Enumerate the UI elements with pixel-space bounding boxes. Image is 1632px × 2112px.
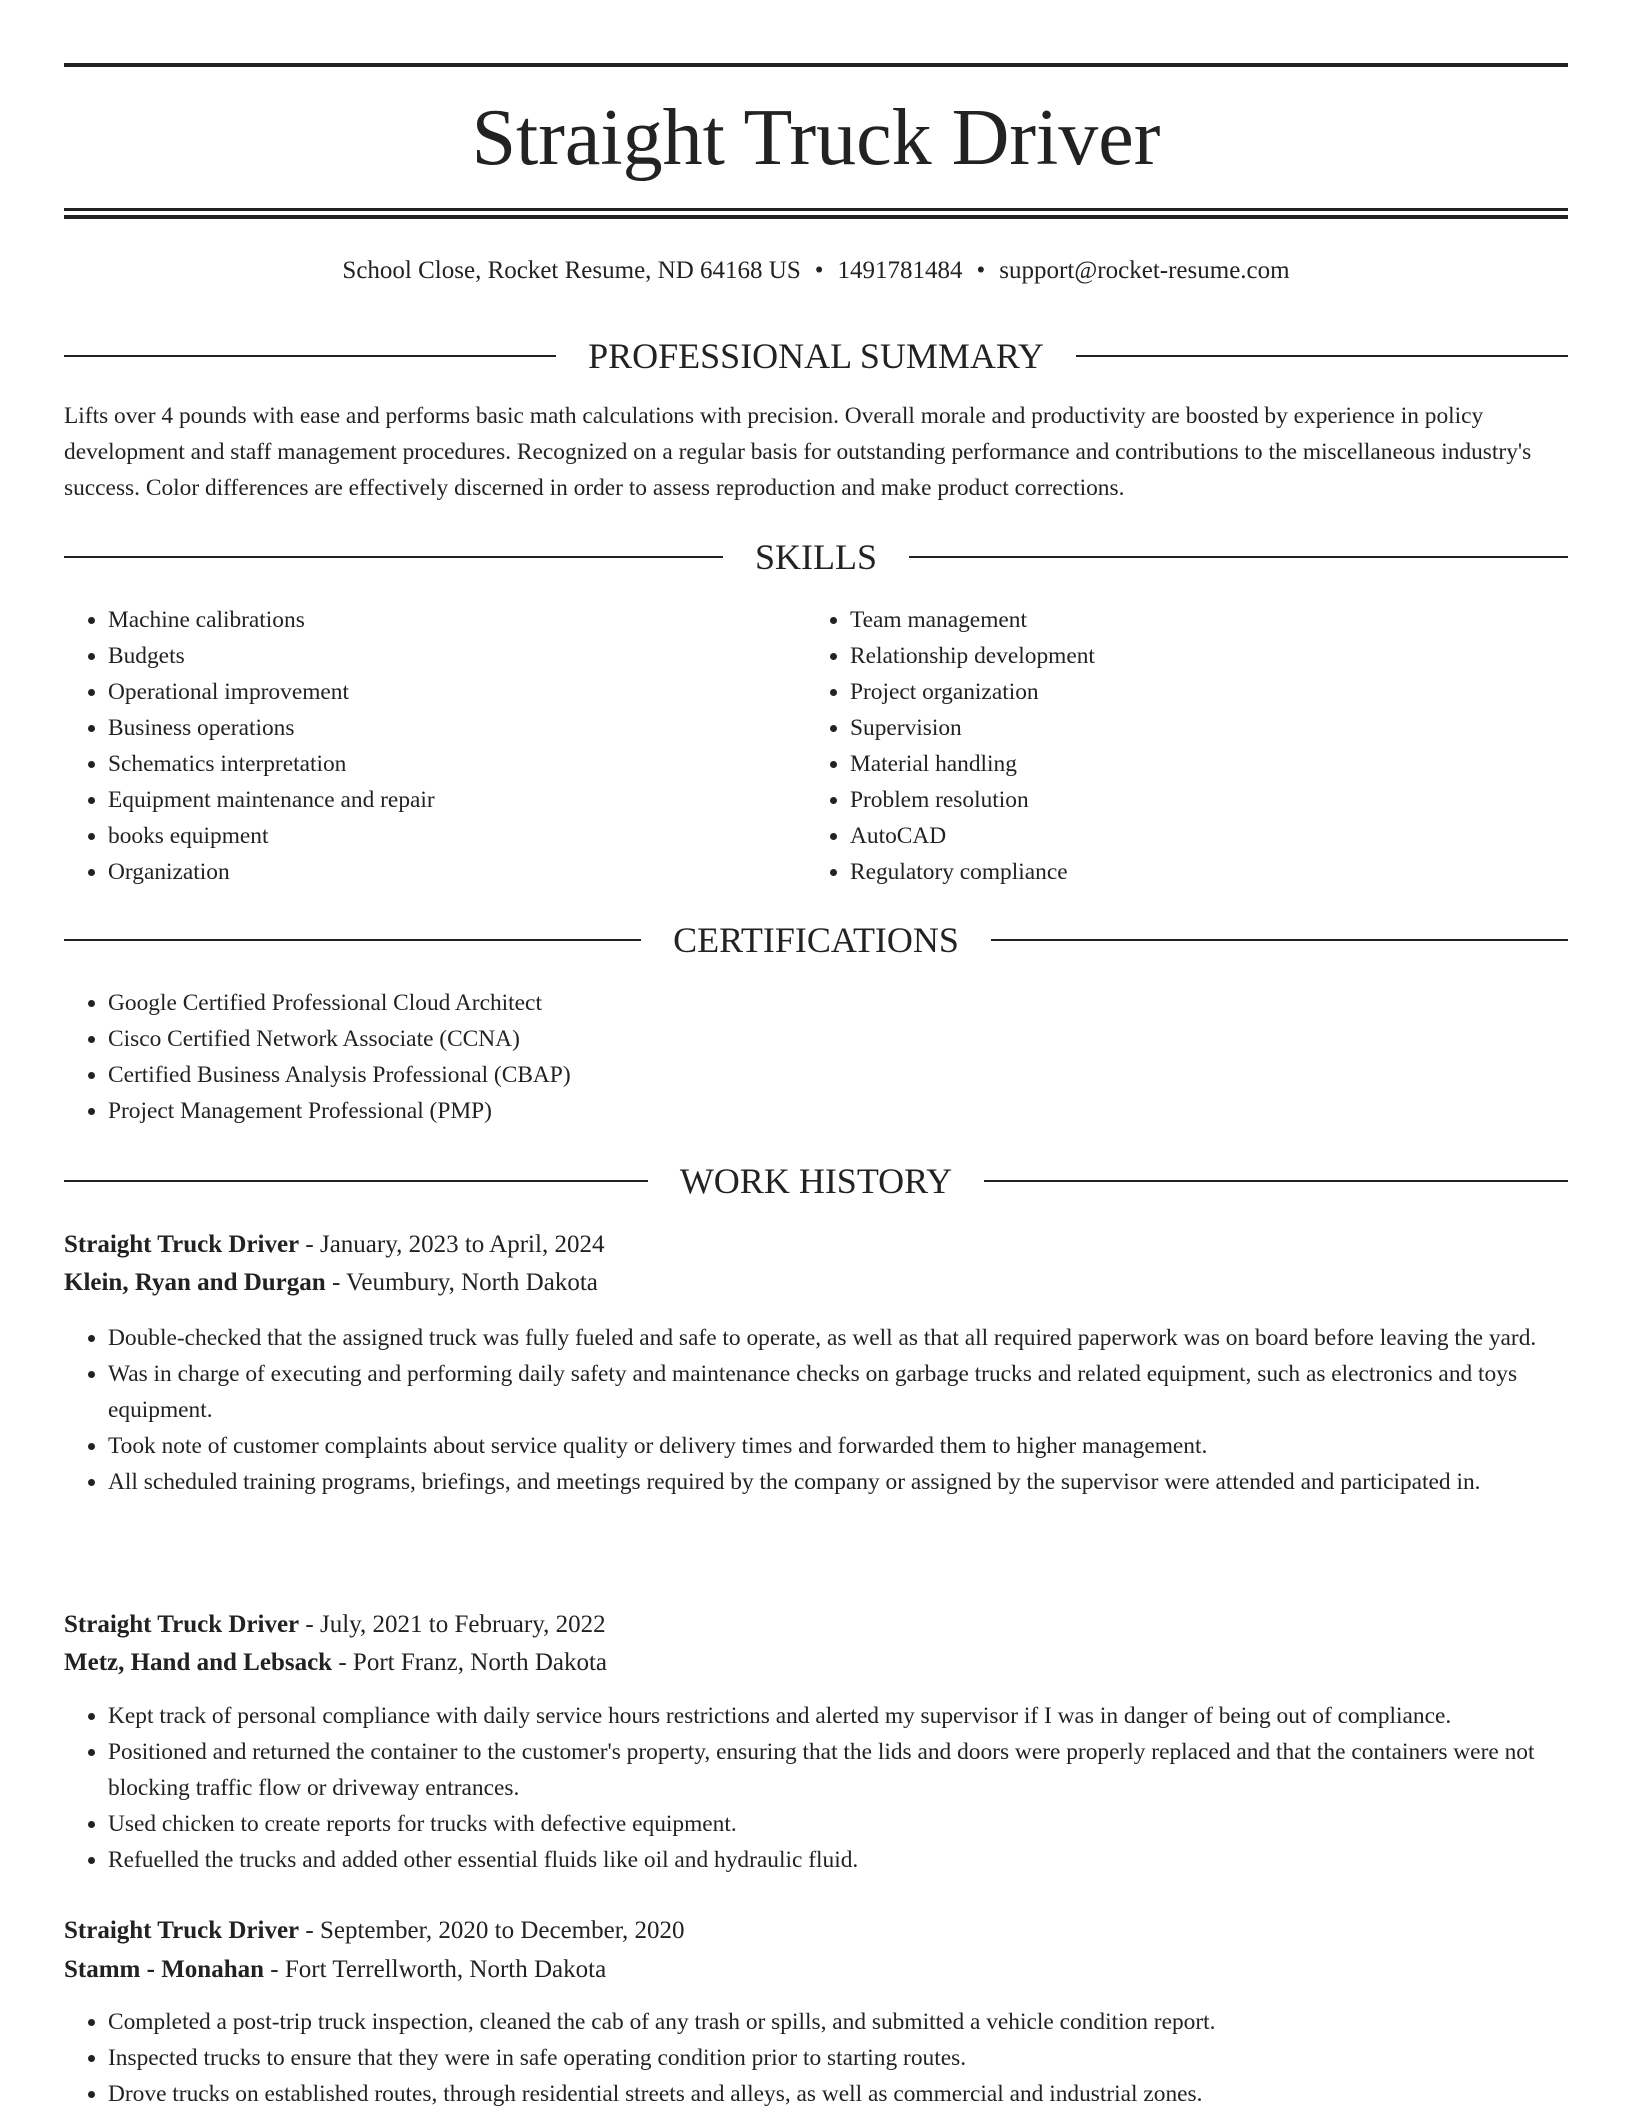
job-title: Straight Truck Driver <box>64 1611 300 1638</box>
job-title-line <box>64 1606 1568 1644</box>
skill-item: • Organization <box>108 854 808 890</box>
job-bullets <box>64 2004 1568 2112</box>
job-bullets <box>64 1698 1568 1878</box>
header-double-rule-lower <box>64 215 1568 219</box>
work-history-heading-text: WORK HISTORY <box>679 1161 953 1201</box>
heading-rule-left <box>64 556 723 558</box>
skills-list-right <box>806 602 1550 890</box>
skill-item: • Machine calibrations <box>108 602 808 638</box>
skill-item: • Operational improvement <box>108 674 808 710</box>
job-bullet: • Kept track of personal compliance with daily service hours restrictions and alerted my supervisor if I was in danger of being out of compliance. <box>108 1698 1568 1734</box>
job-bullet: • Inspected trucks to ensure that they were in safe operating condition prior to starting routes. <box>108 2040 1568 2076</box>
job-title-line <box>64 1912 1568 1950</box>
certification-item: • Project Management Professional (PMP) <box>108 1093 1568 1129</box>
job-bullet: • Was in charge of executing and performing daily safety and maintenance checks on garbage trucks and related equipment, such as electronics and toys equipment. <box>108 1356 1568 1428</box>
header-double-rule-upper <box>64 208 1568 211</box>
heading-rule-right <box>984 1180 1568 1182</box>
summary-paragraph: Lifts over 4 pounds with ease and performs basic math calculations with precision. Overall morale and productivity are boosted by experience in policy development and staff management procedures. Recognized on a regular basis for outstanding performance and contributions to the miscellaneous industry's success. Color differences are effectively discerned in order to assess reproduction and make product corrections. <box>64 403 1532 501</box>
skills-heading <box>64 535 1568 579</box>
skill-item: • Business operations <box>108 710 808 746</box>
certification-item: • Certified Business Analysis Professional (CBAP) <box>108 1057 1568 1093</box>
summary-heading <box>64 334 1568 378</box>
job-dates: - January, 2023 to April, 2024 <box>299 1231 605 1258</box>
skill-item: • Material handling <box>850 746 1550 782</box>
certifications-heading-text: CERTIFICATIONS <box>673 920 959 960</box>
heading-rule-left <box>64 939 641 941</box>
contact-line <box>64 254 1568 288</box>
job-dates: - September, 2020 to December, 2020 <box>299 1917 685 1944</box>
skills-heading-text: SKILLS <box>755 537 878 577</box>
contact-separator: • <box>814 257 824 284</box>
skill-item: • AutoCAD <box>850 818 1550 854</box>
job-bullet: • Completed a post-trip truck inspection, cleaned the cab of any trash or spills, and submitted a vehicle condition report. <box>108 2004 1568 2040</box>
certifications-list <box>64 985 1568 1129</box>
skill-item: • Project organization <box>850 674 1550 710</box>
job-bullet: • Refuelled the trucks and added other essential fluids like oil and hydraulic fluid. <box>108 1842 1568 1878</box>
contact-phone: 1491781484 <box>837 257 963 284</box>
summary-heading-text: PROFESSIONAL SUMMARY <box>588 336 1044 376</box>
certification-item: • Google Certified Professional Cloud Architect <box>108 985 1568 1021</box>
candidate-name: Straight Truck Driver <box>471 94 1161 182</box>
skill-item: • Team management <box>850 602 1550 638</box>
contact-address: School Close, Rocket Resume, ND 64168 US <box>342 257 801 284</box>
job-location: - Fort Terrellworth, North Dakota <box>264 1956 607 1983</box>
heading-rule-right <box>1076 355 1568 357</box>
job-bullet: • Positioned and returned the container to the customer's property, ensuring that the lids and doors were properly replaced and that the containers were not blocking traffic flow or driveway entrances. <box>108 1734 1568 1806</box>
job-company: Stamm - Monahan <box>64 1956 265 1983</box>
contact-email[interactable]: support@rocket-resume.com <box>999 257 1290 284</box>
heading-rule-right <box>991 939 1568 941</box>
skill-item: • Equipment maintenance and repair <box>108 782 808 818</box>
job-company-line <box>64 1644 1568 1682</box>
skill-item: • Relationship development <box>850 638 1550 674</box>
skill-item: • Budgets <box>108 638 808 674</box>
job-company: Metz, Hand and Lebsack <box>64 1649 333 1676</box>
heading-rule-left <box>64 355 556 357</box>
skill-item: • Regulatory compliance <box>850 854 1550 890</box>
job-bullet: • Took note of customer complaints about service quality or delivery times and forwarded them to higher management. <box>108 1428 1568 1464</box>
job-title: Straight Truck Driver <box>64 1917 300 1944</box>
heading-rule-left <box>64 1180 648 1182</box>
heading-rule-right <box>909 556 1568 558</box>
contact-separator: • <box>976 257 986 284</box>
job-company-line <box>64 1264 1568 1302</box>
job-dates: - July, 2021 to February, 2022 <box>299 1611 606 1638</box>
skill-item: • Schematics interpretation <box>108 746 808 782</box>
job-bullet: • Used chicken to create reports for trucks with defective equipment. <box>108 1806 1568 1842</box>
job-bullet: • Double-checked that the assigned truck was fully fueled and safe to operate, as well as that all required paperwork was on board before leaving the yard. <box>108 1320 1568 1356</box>
certification-item: • Cisco Certified Network Associate (CCNA) <box>108 1021 1568 1057</box>
skill-item: • books equipment <box>108 818 808 854</box>
skill-item: • Supervision <box>850 710 1550 746</box>
header-top-rule <box>64 63 1568 67</box>
certifications-heading <box>64 918 1568 962</box>
job-location: - Port Franz, North Dakota <box>332 1649 608 1676</box>
job-title: Straight Truck Driver <box>64 1231 300 1258</box>
job-bullets <box>64 1320 1568 1500</box>
skills-list-left <box>64 602 808 890</box>
job-company: Klein, Ryan and Durgan <box>64 1269 326 1296</box>
job-company-line <box>64 1951 1568 1989</box>
job-bullet: • Drove trucks on established routes, through residential streets and alleys, as well as commercial and industrial zones. <box>108 2076 1568 2112</box>
skill-item: • Problem resolution <box>850 782 1550 818</box>
job-title-line <box>64 1226 1568 1264</box>
job-location: - Veumbury, North Dakota <box>325 1269 598 1296</box>
work-history-heading <box>64 1159 1568 1203</box>
job-bullet: • All scheduled training programs, briefings, and meetings required by the company or assigned by the supervisor were attended and participated in. <box>108 1464 1568 1500</box>
